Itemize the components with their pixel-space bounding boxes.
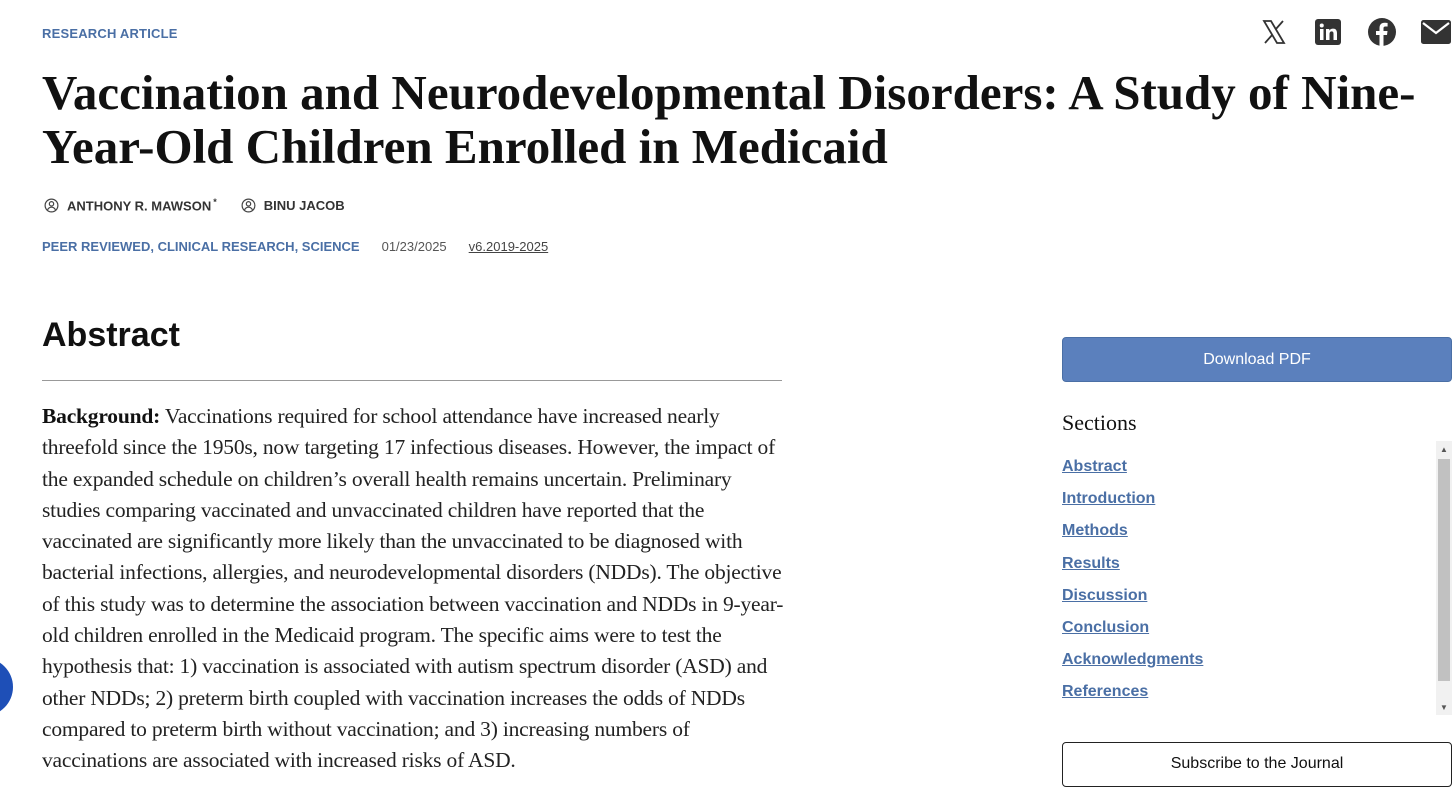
share-bar [1258,16,1452,48]
author-mark: * [213,197,217,207]
sections-scrollbar[interactable] [1436,441,1452,715]
author[interactable] [44,197,217,213]
article-title: Vaccination and Neurodevelopmental Disorders: A Study of Nine-Year-Old Children Enrolled in Medicaid [42,65,1416,174]
scrollbar-thumb[interactable] [1438,459,1450,681]
version-link[interactable]: v6.2019-2025 [468,239,549,254]
article-meta [42,239,548,254]
floating-action-button[interactable] [0,658,13,716]
section-link-results[interactable]: Results [1062,554,1120,572]
category-links[interactable]: PEER REVIEWED, CLINICAL RESEARCH, SCIENCE [42,239,360,254]
author-name: ANTHONY R. MAWSON [67,198,212,214]
scroll-down-icon[interactable]: ▼ [1440,702,1448,712]
download-pdf-button[interactable]: Download PDF [1062,337,1452,382]
article-type-label: RESEARCH ARTICLE [42,26,178,41]
section-link-methods[interactable]: Methods [1062,522,1128,540]
abstract-body: Vaccinations required for school attendance have increased nearly threefold since the 1950s, now targeting 17 infectious diseases. However, the impact of the expanded schedule on children’s overall health remains uncertain. Preliminary studies comparing vaccinated and unvaccinated children have reported that the vaccinated are significantly more likely than the unvaccinated to be diagnosed with bacterial infections, allergies, and neurodevelopmental disorders (NDDs). The objective of this study was to determine the association between vaccination and NDDs in 9-year-old children enrolled in the Medicaid program. The specific aims were to test the hypothesis that: 1) vaccination is associated with autism spectrum disorder (ASD) and other NDDs; 2) preterm birth coupled with vaccination increases the odds of NDDs compared to preterm birth without vaccination; and 3) increasing numbers of vaccinations are associated with increased risks of ASD. [42,404,784,773]
section-link-conclusion[interactable]: Conclusion [1062,618,1150,636]
user-icon [241,198,256,213]
author[interactable] [241,197,345,213]
section-link-abstract[interactable]: Abstract [1062,458,1127,475]
section-nav [1062,458,1203,716]
section-link-acknowledgments[interactable]: Acknowledgments [1062,651,1204,669]
scroll-up-icon[interactable]: ▲ [1440,444,1448,454]
publish-date: 01/23/2025 [381,239,447,254]
divider [42,380,782,381]
email-icon[interactable] [1420,16,1452,48]
sections-heading: Sections [1062,410,1137,435]
facebook-icon[interactable] [1366,16,1398,48]
linkedin-icon[interactable] [1312,16,1344,48]
section-link-references[interactable]: References [1062,683,1149,701]
abstract-paragraph [42,401,787,777]
section-link-discussion[interactable]: Discussion [1062,586,1148,604]
abstract-heading: Abstract [42,316,180,354]
x-icon[interactable] [1258,16,1290,48]
author-list [44,197,345,213]
abstract-label: Background: [42,404,161,428]
subscribe-button[interactable]: Subscribe to the Journal [1062,742,1452,787]
section-link-introduction[interactable]: Introduction [1062,490,1156,508]
author-name: BINU JACOB [263,197,345,213]
user-icon [44,198,59,213]
